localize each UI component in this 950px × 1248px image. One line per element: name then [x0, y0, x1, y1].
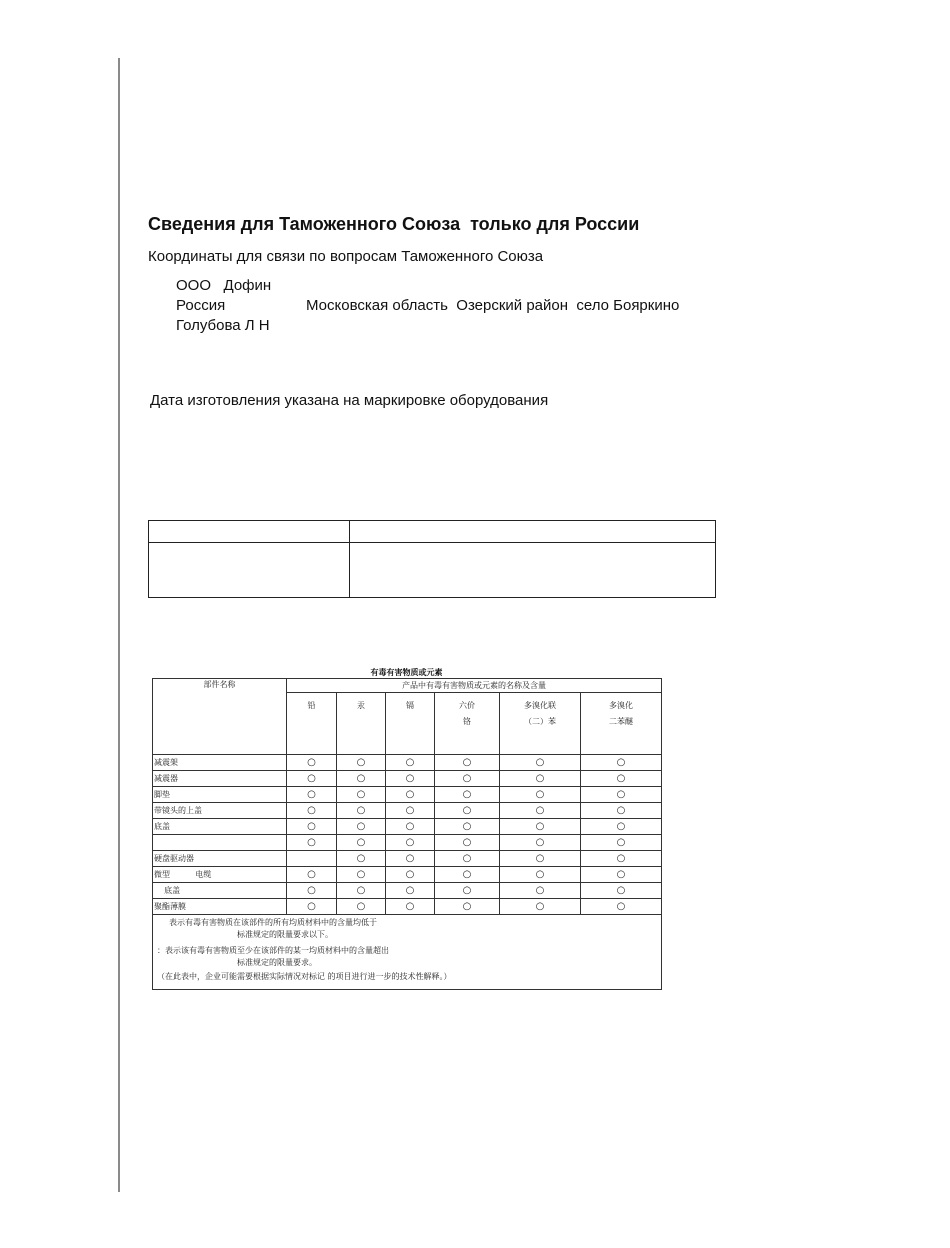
- compliance-mark: ○: [581, 899, 662, 915]
- compliance-mark: ○: [337, 771, 386, 787]
- element-header: [386, 693, 435, 755]
- compliance-mark: ○: [337, 867, 386, 883]
- empty-cell: [350, 521, 716, 543]
- compliance-mark: ○: [435, 835, 500, 851]
- note-1: 表示有毒有害物质在该部件的所有均质材料中的含量均低于: [169, 918, 377, 927]
- compliance-mark: ○: [386, 851, 435, 867]
- compliance-mark: ○: [581, 755, 662, 771]
- hazard-table-title: 有毒有害物质或元素: [370, 667, 443, 677]
- contact-person: Голубова Л Н: [176, 317, 270, 334]
- empty-info-table: [148, 520, 716, 598]
- compliance-mark: ○: [500, 867, 581, 883]
- element-name-line1: 多溴化联: [524, 701, 556, 710]
- empty-cell: [149, 543, 350, 598]
- element-name-line2: 铬: [463, 717, 471, 726]
- table-row: [153, 883, 662, 899]
- compliance-mark: [287, 851, 337, 867]
- compliance-mark: ○: [581, 835, 662, 851]
- element-name-line2: （二）苯: [524, 717, 556, 726]
- contact-address: Московская область Озерский район село Бояркино: [306, 297, 680, 314]
- compliance-mark: ○: [337, 835, 386, 851]
- compliance-mark: ○: [435, 787, 500, 803]
- compliance-mark: ○: [500, 819, 581, 835]
- manufacture-date-note: Дата изготовления указана на маркировке оборудования: [150, 392, 549, 409]
- compliance-mark: ○: [287, 883, 337, 899]
- part-name: 减震架: [153, 755, 287, 771]
- note-2: ：表示该有毒有害物质至少在该部件的某一均质材料中的含量超出: [157, 946, 389, 955]
- table-row: [153, 819, 662, 835]
- compliance-mark: ○: [287, 867, 337, 883]
- compliance-mark: ○: [337, 787, 386, 803]
- compliance-mark: ○: [581, 851, 662, 867]
- hazard-substances-table: [152, 678, 662, 990]
- table-row: [153, 899, 662, 915]
- compliance-mark: ○: [287, 787, 337, 803]
- table-row: [153, 867, 662, 883]
- element-header: [435, 693, 500, 755]
- compliance-mark: ○: [435, 803, 500, 819]
- compliance-mark: ○: [435, 755, 500, 771]
- element-header: [500, 693, 581, 755]
- part-name-header: 部件名称: [153, 679, 287, 755]
- empty-cell: [350, 543, 716, 598]
- compliance-mark: ○: [337, 755, 386, 771]
- substance-group-header: 产品中有毒有害物质或元素的名称及含量: [287, 679, 662, 693]
- compliance-mark: ○: [435, 867, 500, 883]
- compliance-mark: ○: [386, 787, 435, 803]
- compliance-mark: ○: [581, 771, 662, 787]
- contact-country: Россия: [176, 297, 226, 314]
- compliance-mark: ○: [337, 803, 386, 819]
- part-name: 硬盘驱动器: [153, 851, 287, 867]
- compliance-mark: ○: [287, 803, 337, 819]
- left-margin-rule: [118, 58, 120, 1192]
- part-name: 聚酯薄膜: [153, 899, 287, 915]
- compliance-mark: ○: [500, 851, 581, 867]
- part-name: 减震器: [153, 771, 287, 787]
- compliance-mark: ○: [386, 819, 435, 835]
- element-header: [581, 693, 662, 755]
- empty-cell: [149, 521, 350, 543]
- element-name-line1: 汞: [357, 701, 365, 710]
- element-name-line1: 镉: [406, 701, 414, 710]
- part-name: 底盖: [153, 883, 287, 899]
- compliance-mark: ○: [500, 835, 581, 851]
- table-row: [153, 835, 662, 851]
- compliance-mark: ○: [581, 867, 662, 883]
- compliance-mark: ○: [287, 755, 337, 771]
- page-title: Сведения для Таможенного Союза только для России: [148, 214, 640, 234]
- compliance-mark: ○: [287, 899, 337, 915]
- compliance-mark: ○: [386, 803, 435, 819]
- contact-heading: Координаты для связи по вопросам Таможенного Союза: [148, 248, 544, 265]
- compliance-mark: ○: [386, 883, 435, 899]
- compliance-mark: ○: [337, 899, 386, 915]
- compliance-mark: ○: [435, 899, 500, 915]
- compliance-mark: ○: [435, 851, 500, 867]
- note-1b: 标准规定的限量要求以下。: [237, 930, 333, 939]
- element-name-line1: 六价: [459, 701, 475, 710]
- part-name: 底盖: [153, 819, 287, 835]
- element-header: [337, 693, 386, 755]
- note-3: （在此表中，企业可能需要根据实际情况对标记 的项目进行进一步的技术性解释。）: [157, 972, 452, 981]
- compliance-mark: ○: [386, 835, 435, 851]
- element-header: [287, 693, 337, 755]
- compliance-mark: ○: [500, 771, 581, 787]
- compliance-mark: ○: [435, 883, 500, 899]
- element-name-line1: 多溴化: [609, 701, 634, 710]
- table-row: [153, 755, 662, 771]
- table-row: [153, 803, 662, 819]
- compliance-mark: ○: [337, 851, 386, 867]
- compliance-mark: ○: [337, 819, 386, 835]
- compliance-mark: ○: [500, 899, 581, 915]
- compliance-mark: ○: [500, 803, 581, 819]
- part-name: 微型 电缆: [153, 867, 287, 883]
- compliance-mark: ○: [287, 771, 337, 787]
- contact-company: ООО Дофин: [176, 277, 272, 294]
- compliance-mark: ○: [287, 819, 337, 835]
- compliance-mark: ○: [386, 899, 435, 915]
- table-row: [153, 787, 662, 803]
- compliance-mark: ○: [337, 883, 386, 899]
- compliance-mark: ○: [581, 803, 662, 819]
- compliance-mark: ○: [386, 771, 435, 787]
- element-name-line1: 铅: [307, 701, 316, 710]
- compliance-mark: ○: [581, 819, 662, 835]
- note-2b: 标准规定的限量要求。: [237, 958, 317, 967]
- compliance-mark: ○: [581, 787, 662, 803]
- part-name: 脚垫: [153, 787, 287, 803]
- compliance-mark: ○: [386, 755, 435, 771]
- compliance-mark: ○: [581, 883, 662, 899]
- compliance-mark: ○: [287, 835, 337, 851]
- compliance-mark: ○: [435, 819, 500, 835]
- compliance-mark: ○: [435, 771, 500, 787]
- table-row: [153, 851, 662, 867]
- table-notes: [153, 915, 662, 990]
- part-name: 带镜头的上盖: [153, 803, 287, 819]
- compliance-mark: ○: [500, 755, 581, 771]
- compliance-mark: ○: [500, 883, 581, 899]
- compliance-mark: ○: [500, 787, 581, 803]
- element-name-line2: 二苯醚: [609, 717, 634, 726]
- part-name: [153, 835, 287, 851]
- table-row: [153, 771, 662, 787]
- compliance-mark: ○: [386, 867, 435, 883]
